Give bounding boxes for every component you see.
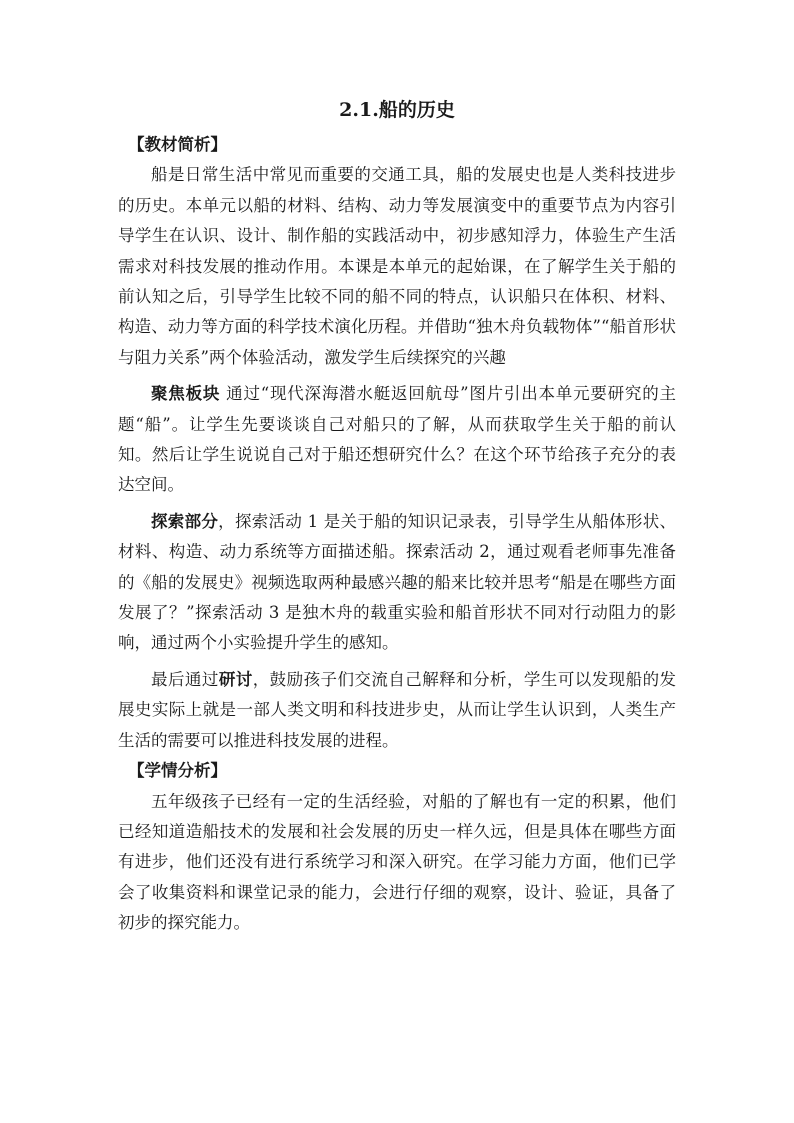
discussion-text: ，鼓励孩子们交流自己解释和分析，学生可以发现船的发展史实际上就是一部人类文明和科技进步史，从而让学生认识到，人类生产生活的需要可以推进科技发展的进程。 xyxy=(118,669,677,750)
explore-part-text: ，探索活动 1 是关于船的知识记录表，引导学生从船体形状、材料、构造、动力系统等方面描述船。探索活动 2，通过观看老师事先准备的《船的发展史》视频选取两种最感兴趣的船来比较并思考“船是在哪些方面发展了？”探索活动 3 是独木舟的载重实验和船首形状不同对行动阻力的影响，通过两个小实验提升学生的感知。 xyxy=(118,511,676,653)
focus-module-label: 聚焦板块 xyxy=(151,384,221,404)
section-heading-student-analysis: 【学情分析】 xyxy=(128,761,227,781)
paragraph-explore-part xyxy=(118,507,676,659)
discussion-label: 研讨 xyxy=(218,669,253,689)
explore-part-label: 探索部分 xyxy=(151,511,219,531)
paragraph-focus-module xyxy=(118,379,676,501)
discussion-prefix: 最后通过 xyxy=(151,669,219,689)
document-title: 2.1.船的历史 xyxy=(339,99,455,121)
paragraph-textbook-intro: 船是日常生活中常见而重要的交通工具，船的发展史也是人类科技进步的历史。本单元以船的材料、结构、动力等发展演变中的重要节点为内容引导学生在认识、设计、制作船的实践活动中，初步感知浮力，体验生产生活需求对科技发展的推动作用。本课是本单元的起始课，在了解学生关于船的前认知之后，引导学生比较不同的船不同的特点，认识船只在体积、材料、构造、动力等方面的科学技术演化历程。并借助“独木舟负载物体”“船首形状与阻力关系”两个体验活动，激发学生后续探究的兴趣 xyxy=(118,165,676,367)
paragraph-student-analysis: 五年级孩子已经有一定的生活经验，对船的了解也有一定的积累，他们已经知道造船技术的发展和社会发展的历史一样久远，但是具体在哪些方面有进步，他们还没有进行系统学习和深入研究。在学习能力方面，他们已学会了收集资料和课堂记录的能力，会进行仔细的观察，设计、验证，具备了初步的探究能力。 xyxy=(118,791,676,933)
section-heading-textbook-analysis: 【教材简析】 xyxy=(128,135,227,154)
focus-module-text: 通过“现代深海潜水艇返回航母”图片引出本单元要研究的主题“船”。让学生先要谈谈自己对船只的了解，从而获取学生关于船的前认知。然后让学生说说自己对于船还想研究什么？在这个环节给孩子充分的表达空间。 xyxy=(118,384,677,495)
paragraph-discussion xyxy=(118,665,676,756)
document-body xyxy=(118,130,676,945)
